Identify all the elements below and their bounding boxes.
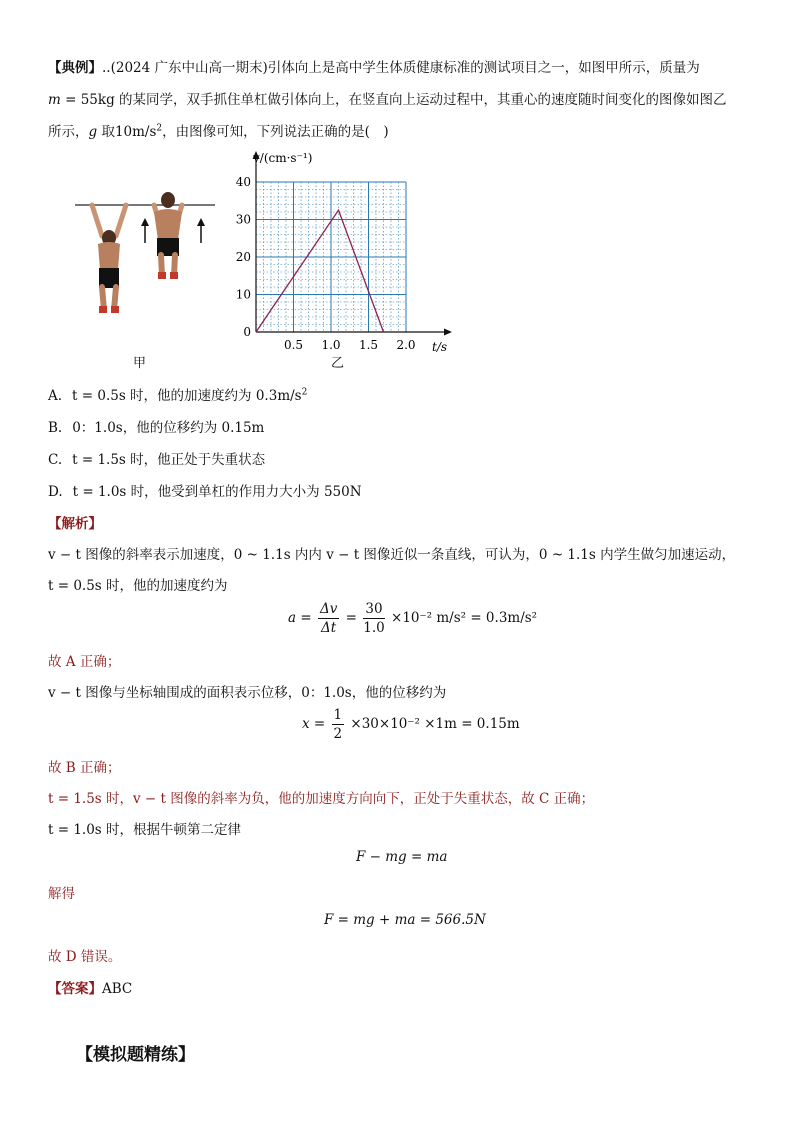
x-tick-label: 1.5 — [358, 338, 379, 352]
equation-acceleration — [288, 600, 537, 637]
eq1-frac-values: $\frac{30}{1.0}$ — [363, 601, 385, 636]
eq1-frac-delta: $\frac{\Delta v}{\Delta t}$ — [319, 601, 338, 636]
y-tick-label: 0 — [243, 325, 251, 339]
g-symbol: g — [88, 124, 98, 140]
chart-axes — [253, 151, 453, 336]
question-line-2 — [48, 88, 727, 108]
g-value: 取10m/s — [97, 124, 157, 140]
option-text: t = 1.5s 时，他正处于失重状态 — [72, 452, 266, 468]
analysis-p3: 故 A 正确； — [48, 654, 121, 670]
y-tick-label: 10 — [235, 287, 251, 302]
option-a — [48, 384, 307, 404]
equation-newton: F − mg = ma — [356, 849, 448, 865]
question-text-2: 的某同学，双手抓住单杠做引体向上，在竖直向上运动过程中，其重心的速度随时间变化的图像如图乙 — [114, 92, 727, 108]
analysis-heading: 【解析】 — [48, 516, 102, 532]
eq2-rest: ×30×10⁻² ×1m = 0.15m — [350, 716, 520, 732]
option-label: C. — [48, 452, 63, 468]
question-text-3c: ，由图像可知，下列说法正确的是( ) — [162, 124, 389, 140]
option-text: t = 0.5s 时，他的加速度约为 0.3m/s — [72, 388, 302, 404]
example-tag: 【典例】 — [48, 60, 102, 76]
x-axis-label: t/s — [432, 340, 448, 354]
analysis-p4: v − t 图像与坐标轴围成的面积表示位移，0：1.0s，他的位移约为 — [48, 685, 447, 701]
analysis-p8: 解得 — [48, 886, 75, 902]
analysis-p2: t = 0.5s 时，他的加速度约为 — [48, 578, 228, 594]
y-axis-label: v/(cm·s⁻¹) — [253, 151, 313, 165]
x-tick-label: 0.5 — [283, 338, 304, 352]
vt-chart — [230, 145, 460, 370]
option-text: t = 1.0s 时，他受到单杠的作用力大小为 550N — [72, 484, 362, 500]
equation-displacement — [302, 706, 520, 743]
answer-line — [48, 977, 132, 997]
y-tick-label: 30 — [235, 212, 251, 227]
question-text-1: ..(2024 广东中山高一期末)引体向上是高中学生体质健康标准的测试项目之一，如图甲所示，质量为 — [102, 60, 700, 76]
section-title: 【模拟题精练】 — [76, 1045, 195, 1065]
velocity-series-line — [256, 210, 384, 332]
x-axis-arrow — [444, 329, 452, 336]
option-text: 0：1.0s，他的位移约为 0.15m — [72, 420, 265, 436]
caption-jia: 甲 — [133, 356, 147, 371]
x-tick-labels — [284, 338, 416, 352]
y-tick-label: 20 — [235, 250, 251, 264]
option-c — [48, 448, 265, 468]
x-tick-label: 1.0 — [321, 338, 341, 352]
x-tick-label: 2.0 — [396, 338, 416, 352]
y-tick-labels — [236, 175, 251, 339]
option-label: A. — [48, 388, 63, 404]
eq2-lhs: x = — [302, 716, 326, 732]
analysis-p1: v − t 图像的斜率表示加速度，0 ~ 1.1s 内内 v − t 图像近似一条直线，可认为，0 ~ 1.1s 内学生做匀加速运动， — [48, 547, 736, 563]
option-label: B. — [48, 420, 63, 436]
option-d — [48, 480, 362, 500]
person-hanging — [92, 205, 126, 313]
option-b — [48, 416, 264, 436]
option-sup: 2 — [301, 387, 308, 398]
question-line-1 — [48, 56, 700, 76]
mass-symbol: m — [48, 92, 61, 108]
eq1-lhs: a = — [288, 610, 312, 626]
mass-value: = 55kg — [60, 92, 115, 108]
analysis-p5: 故 B 正确； — [48, 760, 121, 776]
equation-force: F = mg + ma = 566.5N — [324, 912, 486, 928]
caption-yi: 乙 — [331, 356, 345, 371]
eq1-equals: = — [345, 610, 357, 626]
answer-value: ABC — [102, 981, 133, 997]
question-line-3 — [48, 120, 389, 140]
analysis-p6: t = 1.5s 时，v − t 图像的斜率为负，他的加速度方向向下，正处于失重状态，故 C 正确； — [48, 791, 595, 807]
y-tick-label: 40 — [235, 175, 251, 189]
g-unit-sup: 2 — [156, 123, 163, 134]
question-text-3a: 所示， — [48, 124, 89, 140]
analysis-p7: t = 1.0s 时，根据牛顿第二定律 — [48, 822, 242, 838]
answer-tag: 【答案】 — [48, 981, 102, 997]
up-arrow-icon — [197, 218, 205, 243]
pullup-illustration — [70, 188, 220, 328]
chart-grid — [256, 182, 406, 332]
eq1-rest: ×10⁻² m/s² = 0.3m/s² — [391, 610, 538, 626]
up-arrow-icon — [141, 218, 149, 243]
option-label: D. — [48, 484, 63, 500]
eq2-frac-half: $\frac{1}{2}$ — [333, 707, 343, 742]
analysis-p9: 故 D 错误。 — [48, 949, 122, 965]
